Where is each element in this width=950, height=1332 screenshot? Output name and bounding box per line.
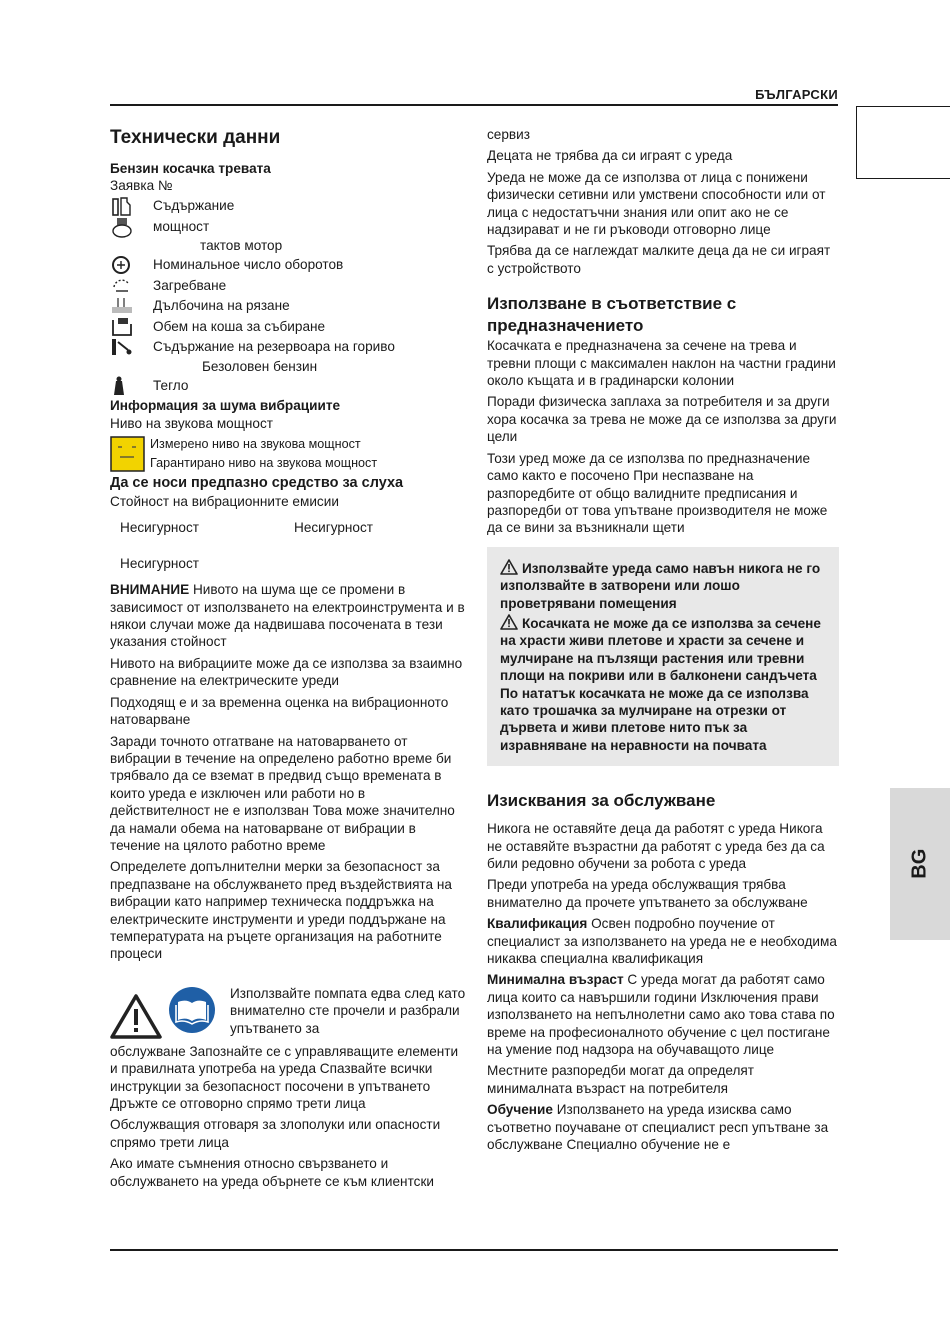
- sound-level-block: [110, 435, 468, 473]
- spec-row: [110, 357, 468, 375]
- paragraph: Поради физическа заплаха за потребителя и за други хора косачка за трева не може да се използва за други цели: [487, 394, 837, 445]
- spec-label: Дълбочина на рязане: [153, 298, 290, 314]
- warning-triangle-icon: [110, 993, 168, 1043]
- engine-icon: [110, 216, 153, 238]
- cut-depth-icon: [110, 295, 153, 317]
- paragraph: Местните разпоредби могат да определят минималната възраст на потребителя: [487, 1063, 755, 1096]
- warning-text: Използвайте уреда само навън никога не го използвайте в затворени или лошо проветрявани помещения: [500, 560, 821, 611]
- training-text: Използването на уреда изисква само съответно поучаване от специалист респ упътване за обслужване Специално обучение не е: [487, 1102, 829, 1153]
- spec-row: [110, 255, 468, 276]
- spec-row: [110, 216, 468, 237]
- fuel-tank-icon: [110, 336, 153, 358]
- min-age-text: С уреда могат да работят само лица които са навършили години Изключения прави използването на непълнолетни само ако това става по време на професионалното обучение с цел постигане на умение под надзора на обучаващото лице: [487, 972, 835, 1058]
- safety-read-manual-block: [110, 985, 468, 1043]
- paragraph: Трябва да се наглеждат малките деца да не си играят с устройството: [487, 243, 831, 276]
- paragraph: Заради точното отгатване на натоварването от вибрации в течение на определено работно време би трябвало да се вземат в предвид също времената в които уреда е изключен или работи но в действителност не е използван Това може значително да намали обема на натоварване от вибрации в течение на цялото работно време: [110, 733, 455, 853]
- attention-paragraph: [110, 581, 468, 651]
- spec-label: Загребване: [153, 277, 227, 293]
- bottom-rule: [110, 1249, 838, 1251]
- paragraph: Уреда не може да се използва от лица с понижени физически сетивни или умствени способности или от лица с недостатъчни знания или опит ако не се надзирават и не ги ръководи отговорно лице: [487, 169, 826, 238]
- weight-icon: [110, 375, 153, 397]
- min-age-label: Минимална възраст: [487, 972, 624, 988]
- paragraph-min-age: [487, 971, 839, 1058]
- qualification-text: Освен подробно поучение от специалист за използването на уреда не е необходима никаква специална квалификация: [487, 916, 837, 967]
- sound-level-icon: [110, 435, 150, 473]
- paragraph: Никога не оставяйте деца да работят с уреда Никога не оставяйте възрастни да работят с уреда без да са били редовно обучени за робота с уреда: [487, 821, 825, 871]
- paragraph-qualification: [487, 915, 839, 967]
- spec-label: мощност: [153, 218, 210, 234]
- noise-heading: Информация за шума вибрациите: [110, 397, 341, 413]
- warning-text: Косачката не може да се използва за сечене на храсти живи плетове и храсти за сечене и мулчиране на пълзящи растения или тревни площи на покриви или в балконени сандъчета По нататък косачката не може да се използва като трошачка за мулчиране на отрезки от дървета и живи плетове нито пък за изравняване на неравности на почвата: [500, 615, 821, 753]
- spec-row: [110, 375, 468, 396]
- side-marker-box: [856, 106, 950, 179]
- spec-label: Съдържание на резервоара на гориво: [153, 339, 395, 355]
- warning-box: [487, 547, 839, 766]
- spec-row: [110, 275, 468, 296]
- language-tab: [890, 788, 950, 940]
- spec-row: [110, 196, 468, 217]
- left-column: [110, 126, 468, 1194]
- paragraph-training: [487, 1101, 839, 1153]
- warning-icon: [500, 559, 518, 575]
- grass-bag-icon: [110, 316, 153, 338]
- qualification-label: Квалификация: [487, 916, 588, 932]
- spec-row: [110, 237, 468, 255]
- training-label: Обучение: [487, 1102, 553, 1118]
- attention-label: ВНИМАНИЕ: [110, 582, 190, 598]
- section-title-requirements: Изисквания за обслужване: [487, 791, 716, 811]
- spec-row: [110, 337, 468, 358]
- paragraph: сервиз: [487, 127, 530, 142]
- warning-item: [500, 559, 827, 612]
- rpm-icon: [110, 254, 153, 276]
- paragraph: Ако имате съмнения относно свързването и обслужването на уреда обърнете се към клиентски: [110, 1156, 434, 1189]
- spec-row: [110, 316, 468, 337]
- uncertainty-row: [110, 519, 468, 536]
- sound-power-label: Ниво на звуковa мощност: [110, 416, 274, 432]
- spec-label: тактов мотор: [200, 238, 283, 254]
- capacity-icon: [110, 195, 153, 217]
- safety-intro: Използвайте помпата едва след като внимателно сте прочели и разбрали упътването за: [230, 985, 466, 1036]
- ear-protection-notice: Да се носи предпазно средство за слуха: [110, 474, 404, 491]
- uncertainty-label: Несигурност: [294, 520, 374, 536]
- read-manual-icon: [168, 986, 230, 1036]
- attention-text: Нивото на шума ще се промени в зависимост от използването на електроинструмента и в някои случаи може да надвишава посочената в тези указания стойност: [110, 582, 465, 650]
- right-column: [487, 126, 839, 1158]
- paragraph: Косачката е предназначена за сечене на трева и тревни площи с максимален наклон на частни градини около къщата и в градинарски колонии: [487, 338, 836, 389]
- uncertainty-label: Несигурност: [120, 555, 200, 571]
- spec-label: Обем на коша за събиране: [153, 318, 326, 334]
- section-title-intended-use: Използване в съответствие с предназначението: [487, 294, 737, 336]
- uncertainty-label: Несигурност: [120, 520, 200, 536]
- paragraph: обслужване Запознайте се с управляващите елементи и правилната употреба на уреда Спазвайте всички инструкции за безопасност посочени в упътването Дръжте се отговорно спрямо трети лица: [110, 1043, 459, 1111]
- spec-label: Съдържание: [153, 198, 235, 214]
- paragraph: Подходящ е и за временна оценка на вибрационното натоварване: [110, 694, 449, 728]
- warning-item: [500, 614, 827, 754]
- measured-sound-level: Измерено ниво на звукова мощност: [150, 436, 361, 451]
- guaranteed-sound-level: Гарантирано ниво на звукова мощност: [150, 455, 378, 470]
- spec-label: Тегло: [153, 377, 189, 393]
- language-label: БЪЛГАРСКИ: [755, 87, 838, 102]
- order-number: Заявка №: [110, 178, 173, 194]
- top-rule: [110, 104, 838, 106]
- paragraph: Децата не трябва да си играят с уреда: [487, 148, 733, 164]
- vibration-emission-label: Стойност на вибрационните емисии: [110, 494, 339, 510]
- paragraph: Определете допълнителни мерки за безопасност за предпазване на обслужването пред въздействията на вибрации като например техническа поддръжка на електрическите инструменти и уреди поддържане на температурата на ръцете организация на работните процеси: [110, 859, 452, 962]
- warmup-icon: [110, 275, 153, 297]
- language-tab-label: BG: [908, 849, 931, 879]
- spec-list: [110, 196, 468, 396]
- paragraph: Преди употреба на уреда обслужващия трябва внимателно да прочете упътването за обслужване: [487, 877, 808, 910]
- paragraph: Нивото на вибрациите може да се използва за взаимно сравнение на електрическите уреди: [110, 655, 463, 689]
- product-name: Бензин косачка тревата: [110, 161, 271, 176]
- spec-label: Безоловен бензин: [202, 358, 318, 374]
- spec-row: [110, 296, 468, 317]
- paragraph: Обслужващия отговаря за злополуки или опасности спрямо трети лица: [110, 1117, 441, 1150]
- section-title-technical: Технически данни: [110, 127, 281, 148]
- warning-icon: [500, 614, 518, 630]
- paragraph: Този уред може да се използва по предназначение само както е посочено При неспазване на разпоредбите от общо валидните предписания и разпоредби от това упътване производителя не може да се вини за възникнали щети: [487, 450, 828, 536]
- spec-label: Номинальное число оборотов: [153, 257, 344, 273]
